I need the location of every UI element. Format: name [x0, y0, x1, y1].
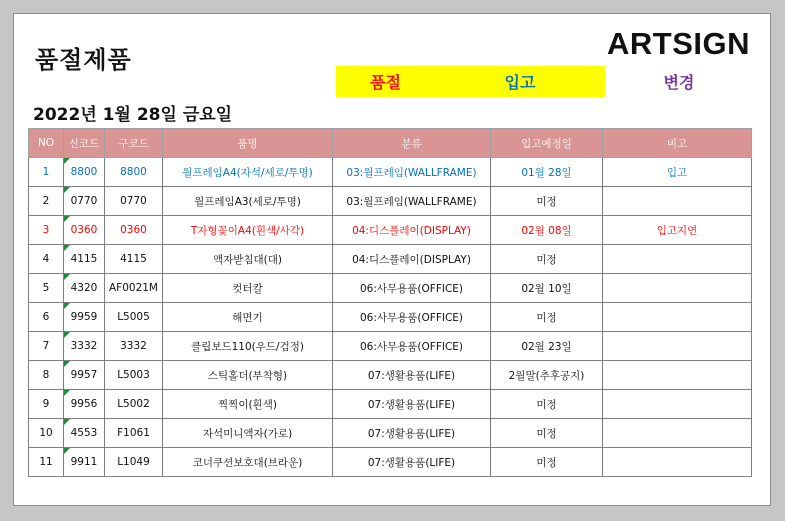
- cell-eta-text: 미정: [536, 253, 557, 266]
- cell-product-name[interactable]: [163, 187, 333, 216]
- cell-eta-text: 미정: [536, 398, 557, 411]
- col-header-note[interactable]: 비고: [603, 129, 752, 158]
- cell-new-code[interactable]: [64, 274, 105, 303]
- cell-category-text: 04:디스플레이(DISPLAY): [352, 224, 471, 237]
- cell-old-code-text: F1061: [117, 427, 150, 439]
- cell-old-code[interactable]: [105, 448, 163, 477]
- cell-old-code-text: L5003: [117, 369, 150, 381]
- cell-new-code-text: 4115: [70, 253, 98, 265]
- cell-old-code-text: 0360: [120, 224, 147, 236]
- cell-category[interactable]: [333, 419, 491, 448]
- cell-comment-flag-icon: [64, 187, 70, 193]
- cell-new-code[interactable]: [64, 303, 105, 332]
- cell-no[interactable]: [29, 158, 64, 187]
- cell-comment-flag-icon: [64, 274, 70, 280]
- spreadsheet-sheet: [13, 13, 771, 506]
- cell-old-code-text: 3332: [120, 340, 147, 352]
- cell-no-text: 4: [42, 253, 50, 265]
- cell-eta[interactable]: [491, 274, 603, 303]
- cell-new-code-text: 0360: [70, 224, 98, 236]
- cell-new-code-text: 4553: [70, 427, 98, 439]
- cell-new-code[interactable]: [64, 245, 105, 274]
- table-row: [29, 361, 752, 390]
- cell-category-text: 07:생활용품(LIFE): [367, 369, 456, 382]
- table-row: [29, 274, 752, 303]
- brand-logo-text: ARTSIGN: [607, 26, 750, 61]
- cell-new-code[interactable]: [64, 332, 105, 361]
- cell-product-name[interactable]: [163, 390, 333, 419]
- cell-category[interactable]: [333, 216, 491, 245]
- legend-changed: 변경: [605, 66, 753, 97]
- cell-category-text: 06:사무용품(OFFICE): [359, 311, 464, 324]
- cell-product-name-text: 컷터칼: [232, 282, 263, 295]
- table-row: [29, 216, 752, 245]
- cell-category-text: 07:생활용품(LIFE): [367, 456, 456, 469]
- cell-old-code-text: L5005: [117, 311, 150, 323]
- cell-category[interactable]: [333, 187, 491, 216]
- cell-no[interactable]: [29, 448, 64, 477]
- cell-no-text: 9: [42, 398, 50, 410]
- cell-category-text: 03:월프레임(WALLFRAME): [346, 166, 477, 179]
- cell-no[interactable]: [29, 332, 64, 361]
- cell-eta[interactable]: [491, 216, 603, 245]
- cell-old-code[interactable]: [105, 361, 163, 390]
- cell-category-text: 03:월프레임(WALLFRAME): [346, 195, 477, 208]
- cell-product-name-text: 찍찍이(흰색): [218, 398, 277, 411]
- table-row: [29, 158, 752, 187]
- cell-new-code-text: 3332: [70, 340, 98, 352]
- cell-product-name[interactable]: [163, 303, 333, 332]
- cell-category[interactable]: [333, 361, 491, 390]
- cell-old-code[interactable]: [105, 187, 163, 216]
- cell-no[interactable]: [29, 245, 64, 274]
- cell-product-name[interactable]: [163, 245, 333, 274]
- cell-new-code[interactable]: [64, 361, 105, 390]
- cell-comment-flag-icon: [64, 303, 70, 309]
- cell-new-code[interactable]: [64, 158, 105, 187]
- cell-note-text: 입고지연: [656, 224, 698, 237]
- cell-product-name-text: 월프레임A3(세로/투명): [194, 195, 301, 208]
- cell-new-code[interactable]: [64, 448, 105, 477]
- cell-comment-flag-icon: [64, 216, 70, 222]
- cell-comment-flag-icon: [64, 448, 70, 454]
- cell-note[interactable]: [603, 216, 752, 245]
- cell-note[interactable]: [603, 274, 752, 303]
- cell-category[interactable]: [333, 274, 491, 303]
- col-header-no[interactable]: NO: [29, 129, 64, 158]
- col-header-new-code[interactable]: 신코드: [64, 129, 105, 158]
- cell-no-text: 2: [42, 195, 50, 207]
- page-title: 품절제품: [35, 46, 132, 74]
- cell-product-name[interactable]: [163, 274, 333, 303]
- cell-note[interactable]: [603, 332, 752, 361]
- cell-note[interactable]: [603, 390, 752, 419]
- cell-eta[interactable]: [491, 332, 603, 361]
- cell-old-code[interactable]: [105, 216, 163, 245]
- col-header-eta[interactable]: 입고예정일: [491, 129, 603, 158]
- table-row: [29, 187, 752, 216]
- cell-category[interactable]: [333, 245, 491, 274]
- cell-comment-flag-icon: [64, 332, 70, 338]
- cell-no-text: 5: [42, 282, 50, 294]
- cell-category-text: 06:사무용품(OFFICE): [359, 282, 464, 295]
- cell-product-name[interactable]: [163, 216, 333, 245]
- cell-category-text: 07:생활용품(LIFE): [367, 427, 456, 440]
- cell-product-name-text: 스틱홀더(부착형): [207, 369, 288, 382]
- cell-product-name-text: 액자받침대(대): [212, 253, 283, 266]
- cell-eta-text: 02월 08일: [521, 224, 572, 237]
- report-date: 2022년 1월 28일 금요일: [33, 105, 233, 125]
- cell-no[interactable]: [29, 274, 64, 303]
- cell-eta[interactable]: [491, 187, 603, 216]
- cell-eta[interactable]: [491, 419, 603, 448]
- cell-new-code-text: 9957: [70, 369, 98, 381]
- cell-eta-text: 2월말(추후공지): [508, 369, 585, 382]
- cell-product-name[interactable]: [163, 158, 333, 187]
- cell-no[interactable]: [29, 419, 64, 448]
- cell-eta-text: 02월 23일: [521, 340, 572, 353]
- cell-new-code-text: 9956: [70, 398, 98, 410]
- cell-old-code[interactable]: [105, 419, 163, 448]
- col-header-product-name[interactable]: 품명: [163, 129, 333, 158]
- cell-comment-flag-icon: [64, 158, 70, 164]
- cell-old-code[interactable]: [105, 390, 163, 419]
- cell-category-text: 07:생활용품(LIFE): [367, 398, 456, 411]
- table-row: [29, 245, 752, 274]
- cell-new-code-text: 9911: [70, 456, 98, 468]
- cell-comment-flag-icon: [64, 361, 70, 367]
- cell-product-name[interactable]: [163, 332, 333, 361]
- col-header-old-code[interactable]: 구코드: [105, 129, 163, 158]
- cell-note[interactable]: [603, 419, 752, 448]
- cell-category[interactable]: [333, 303, 491, 332]
- soldout-products-table: [28, 128, 752, 477]
- cell-eta[interactable]: [491, 158, 603, 187]
- cell-eta-text: 01월 28일: [521, 166, 572, 179]
- cell-product-name-text: 클립보드110(우드/검정): [191, 340, 304, 353]
- table-row: [29, 419, 752, 448]
- cell-no-text: 8: [42, 369, 50, 381]
- cell-no-text: 3: [42, 224, 50, 236]
- cell-new-code[interactable]: [64, 187, 105, 216]
- cell-old-code[interactable]: [105, 274, 163, 303]
- cell-new-code[interactable]: [64, 419, 105, 448]
- cell-comment-flag-icon: [64, 390, 70, 396]
- cell-category-text: 04:디스플레이(DISPLAY): [352, 253, 471, 266]
- cell-old-code-text: 0770: [120, 195, 147, 207]
- cell-old-code[interactable]: [105, 332, 163, 361]
- table-row: [29, 303, 752, 332]
- cell-eta-text: 미정: [536, 427, 557, 440]
- cell-no-text: 10: [39, 427, 53, 439]
- cell-no[interactable]: [29, 216, 64, 245]
- table-row: [29, 448, 752, 477]
- cell-no[interactable]: [29, 303, 64, 332]
- cell-product-name-text: 월프레임A4(자석/세로/투명): [182, 166, 313, 179]
- cell-no-text: 1: [42, 166, 50, 178]
- cell-category[interactable]: [333, 448, 491, 477]
- cell-note[interactable]: [603, 245, 752, 274]
- cell-old-code[interactable]: [105, 245, 163, 274]
- cell-no-text: 6: [42, 311, 50, 323]
- cell-eta[interactable]: [491, 245, 603, 274]
- cell-no-text: 11: [39, 456, 53, 468]
- cell-eta[interactable]: [491, 448, 603, 477]
- cell-eta-text: 미정: [536, 456, 557, 469]
- cell-no[interactable]: [29, 187, 64, 216]
- cell-category-text: 06:사무용품(OFFICE): [359, 340, 464, 353]
- cell-product-name-text: 자석미니액자(가로): [202, 427, 293, 440]
- cell-eta[interactable]: [491, 361, 603, 390]
- cell-new-code-text: 8800: [70, 166, 98, 178]
- cell-note[interactable]: [603, 158, 752, 187]
- cell-note[interactable]: [603, 187, 752, 216]
- cell-old-code-text: L5002: [117, 398, 150, 410]
- table-row: [29, 390, 752, 419]
- cell-comment-flag-icon: [64, 419, 70, 425]
- cell-old-code-text: 8800: [120, 166, 147, 178]
- cell-note[interactable]: [603, 303, 752, 332]
- cell-note[interactable]: [603, 448, 752, 477]
- cell-product-name-text: 해면기: [232, 311, 263, 324]
- col-header-category[interactable]: 분류: [333, 129, 491, 158]
- cell-old-code-text: AF0021M: [108, 282, 158, 294]
- cell-product-name[interactable]: [163, 448, 333, 477]
- legend-soldout: 품절: [336, 66, 435, 97]
- cell-old-code-text: L1049: [117, 456, 150, 468]
- cell-product-name-text: 코너쿠션보호대(브라운): [192, 456, 303, 469]
- cell-eta-text: 미정: [536, 311, 557, 324]
- cell-old-code-text: 4115: [120, 253, 147, 265]
- cell-new-code-text: 9959: [70, 311, 98, 323]
- cell-note-text: 입고: [666, 166, 688, 179]
- cell-category[interactable]: [333, 390, 491, 419]
- cell-new-code[interactable]: [64, 216, 105, 245]
- cell-new-code[interactable]: [64, 390, 105, 419]
- cell-note[interactable]: [603, 361, 752, 390]
- cell-eta-text: 미정: [536, 195, 557, 208]
- cell-eta[interactable]: [491, 390, 603, 419]
- cell-product-name[interactable]: [163, 361, 333, 390]
- cell-no[interactable]: [29, 361, 64, 390]
- cell-comment-flag-icon: [64, 245, 70, 251]
- cell-product-name-text: T자형꽂이A4(흰색/사각): [190, 224, 305, 237]
- cell-new-code-text: 4320: [70, 282, 98, 294]
- cell-no-text: 7: [42, 340, 50, 352]
- cell-old-code[interactable]: [105, 158, 163, 187]
- cell-no[interactable]: [29, 390, 64, 419]
- table-header-row: [29, 129, 752, 158]
- cell-eta[interactable]: [491, 303, 603, 332]
- cell-category[interactable]: [333, 332, 491, 361]
- cell-category[interactable]: [333, 158, 491, 187]
- cell-product-name[interactable]: [163, 419, 333, 448]
- table-row: [29, 332, 752, 361]
- cell-new-code-text: 0770: [70, 195, 98, 207]
- cell-old-code[interactable]: [105, 303, 163, 332]
- legend-incoming: 입고: [435, 66, 605, 97]
- cell-eta-text: 02월 10일: [521, 282, 572, 295]
